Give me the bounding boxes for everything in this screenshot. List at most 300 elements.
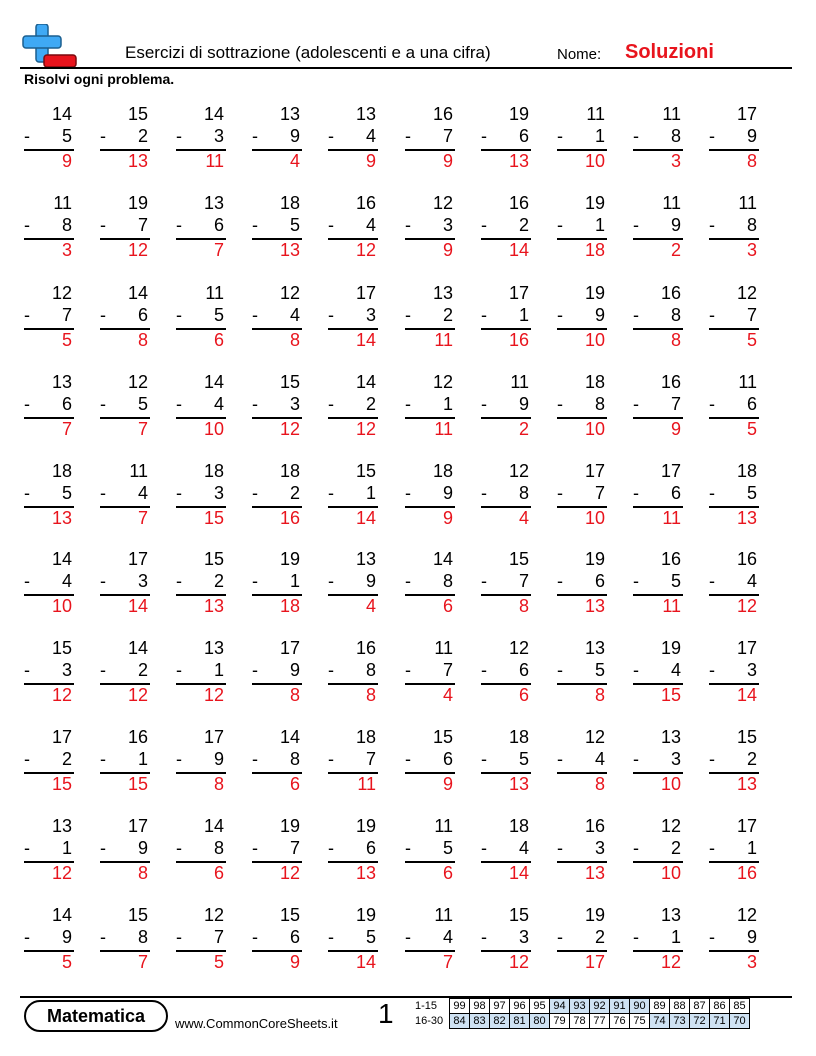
- problem: [328, 815, 378, 887]
- minus-sign: -: [176, 927, 182, 947]
- minuend: 14: [355, 372, 376, 392]
- answer: 7: [442, 952, 453, 972]
- problem: [709, 726, 759, 798]
- problem: [252, 460, 302, 532]
- minus-sign: -: [328, 838, 334, 858]
- minuend: 16: [584, 816, 605, 836]
- minus-sign: -: [328, 660, 334, 680]
- minuend: 11: [434, 638, 453, 658]
- answer: 15: [660, 685, 681, 705]
- minus-sign: -: [24, 749, 30, 769]
- problem: [633, 282, 683, 354]
- minuend: 12: [508, 638, 529, 658]
- problem: [252, 371, 302, 443]
- score-cell: 94: [550, 999, 570, 1014]
- minus-sign: -: [328, 571, 334, 591]
- answer: 6: [289, 774, 300, 794]
- minus-sign: -: [24, 215, 30, 235]
- score-cell: 72: [690, 1014, 710, 1029]
- minuend: 14: [203, 816, 224, 836]
- minus-sign: -: [557, 305, 563, 325]
- minuend: 12: [279, 283, 300, 303]
- minus-sign: -: [252, 927, 258, 947]
- answer: 12: [279, 863, 300, 883]
- minuend: 11: [662, 104, 681, 124]
- minus-sign: -: [557, 394, 563, 414]
- minuend: 11: [738, 372, 757, 392]
- problem: [24, 103, 74, 175]
- subtrahend: 3: [61, 660, 72, 680]
- answer: 7: [61, 419, 72, 439]
- minuend: 16: [736, 549, 757, 569]
- answer: 18: [584, 240, 605, 260]
- answer: 14: [355, 952, 376, 972]
- answer: 8: [518, 596, 529, 616]
- answer: 3: [746, 240, 757, 260]
- minuend: 17: [203, 727, 224, 747]
- minus-sign: -: [252, 126, 258, 146]
- subtrahend: 7: [61, 305, 72, 325]
- minuend: 19: [508, 104, 529, 124]
- minuend: 14: [203, 104, 224, 124]
- subtrahend: 7: [518, 571, 529, 591]
- answer: 10: [584, 330, 605, 350]
- score-table: [415, 998, 750, 1029]
- problem: [252, 548, 302, 620]
- problem: [100, 548, 150, 620]
- minus-sign: -: [633, 394, 639, 414]
- answer: 5: [746, 330, 757, 350]
- minus-sign: -: [405, 483, 411, 503]
- answer: 7: [137, 508, 148, 528]
- subtrahend: 3: [746, 660, 757, 680]
- minus-sign: -: [176, 571, 182, 591]
- minus-sign: -: [252, 838, 258, 858]
- minus-sign: -: [100, 305, 106, 325]
- subtrahend: 2: [594, 927, 605, 947]
- subtrahend: 8: [365, 660, 376, 680]
- answer: 12: [203, 685, 224, 705]
- problem: [633, 371, 683, 443]
- minus-sign: -: [557, 483, 563, 503]
- minuend: 13: [660, 727, 681, 747]
- subtrahend: 3: [442, 215, 453, 235]
- subtrahend: 4: [442, 927, 453, 947]
- minuend: 16: [660, 372, 681, 392]
- minus-sign: -: [24, 571, 30, 591]
- minuend: 18: [508, 816, 529, 836]
- problem: [176, 282, 226, 354]
- minuend: 18: [736, 461, 757, 481]
- subtrahend: 5: [61, 126, 72, 146]
- subtrahend: 6: [518, 126, 529, 146]
- problem: [176, 371, 226, 443]
- minus-sign: -: [328, 927, 334, 947]
- minus-sign: -: [176, 215, 182, 235]
- problem: [100, 282, 150, 354]
- problem: [252, 726, 302, 798]
- minus-sign: -: [176, 749, 182, 769]
- subtrahend: 4: [746, 571, 757, 591]
- minuend: 19: [279, 549, 300, 569]
- answer: 17: [584, 952, 605, 972]
- problem: [328, 192, 378, 264]
- answer: 10: [660, 774, 681, 794]
- minuend: 13: [203, 193, 224, 213]
- minuend: 12: [203, 905, 224, 925]
- answer: 6: [518, 685, 529, 705]
- problem: [481, 371, 531, 443]
- problem: [557, 460, 607, 532]
- minuend: 18: [51, 461, 72, 481]
- subtrahend: 8: [670, 126, 681, 146]
- subtrahend: 1: [289, 571, 300, 591]
- minus-sign: -: [481, 660, 487, 680]
- minuend: 15: [279, 905, 300, 925]
- minus-sign: -: [481, 483, 487, 503]
- answer: 13: [584, 596, 605, 616]
- problem: [405, 192, 455, 264]
- subtrahend: 5: [137, 394, 148, 414]
- problem: [328, 548, 378, 620]
- answer: 4: [365, 596, 376, 616]
- answer: 12: [660, 952, 681, 972]
- minuend: 12: [51, 283, 72, 303]
- answer: 9: [670, 419, 681, 439]
- problem: [252, 637, 302, 709]
- minuend: 15: [355, 461, 376, 481]
- minuend: 15: [279, 372, 300, 392]
- problem: [100, 192, 150, 264]
- subtrahend: 3: [594, 838, 605, 858]
- subtrahend: 3: [670, 749, 681, 769]
- subtrahend: 2: [61, 749, 72, 769]
- minus-sign: -: [481, 749, 487, 769]
- problem: [633, 460, 683, 532]
- score-cell: 89: [650, 999, 670, 1014]
- answer: 5: [61, 952, 72, 972]
- problem: [405, 904, 455, 976]
- minuend: 16: [432, 104, 453, 124]
- score-cell: 84: [450, 1014, 470, 1029]
- minus-sign: -: [405, 927, 411, 947]
- subtrahend: 6: [61, 394, 72, 414]
- score-cell: 97: [490, 999, 510, 1014]
- problem: [328, 282, 378, 354]
- subtrahend: 4: [61, 571, 72, 591]
- subtrahend: 2: [670, 838, 681, 858]
- minus-sign: -: [328, 483, 334, 503]
- answer: 13: [508, 774, 529, 794]
- minus-sign: -: [405, 571, 411, 591]
- minus-sign: -: [709, 215, 715, 235]
- answer: 11: [357, 774, 376, 794]
- answer: 8: [289, 330, 300, 350]
- answer: 8: [670, 330, 681, 350]
- answer: 12: [51, 685, 72, 705]
- minus-sign: -: [176, 660, 182, 680]
- minus-sign: -: [405, 660, 411, 680]
- minuend: 14: [203, 372, 224, 392]
- problem: [100, 815, 150, 887]
- problem: [709, 371, 759, 443]
- problem: [633, 815, 683, 887]
- answer: 12: [127, 240, 148, 260]
- minus-sign: -: [481, 215, 487, 235]
- score-cell: 85: [730, 999, 750, 1014]
- minuend: 17: [127, 816, 148, 836]
- answer: 3: [61, 240, 72, 260]
- answer: 7: [137, 419, 148, 439]
- minuend: 17: [584, 461, 605, 481]
- answer: 2: [670, 240, 681, 260]
- subtrahend: 2: [442, 305, 453, 325]
- score-cell: 77: [590, 1014, 610, 1029]
- score-cell: 79: [550, 1014, 570, 1029]
- minus-sign: -: [633, 215, 639, 235]
- minuend: 18: [508, 727, 529, 747]
- problem: [24, 192, 74, 264]
- answer: 14: [355, 330, 376, 350]
- answer: 8: [137, 863, 148, 883]
- problem: [176, 726, 226, 798]
- answer: 13: [584, 863, 605, 883]
- answer: 8: [213, 774, 224, 794]
- answer: 12: [355, 419, 376, 439]
- problem: [176, 815, 226, 887]
- minuend: 14: [127, 638, 148, 658]
- problem: [709, 460, 759, 532]
- answer: 5: [61, 330, 72, 350]
- minuend: 19: [279, 816, 300, 836]
- minuend: 13: [584, 638, 605, 658]
- score-cell: 87: [690, 999, 710, 1014]
- subtrahend: 8: [670, 305, 681, 325]
- answer: 12: [355, 240, 376, 260]
- problem: [252, 815, 302, 887]
- problem: [709, 103, 759, 175]
- problem: [24, 726, 74, 798]
- subtrahend: 4: [365, 126, 376, 146]
- minus-sign: -: [328, 394, 334, 414]
- minus-sign: -: [481, 927, 487, 947]
- subtrahend: 2: [365, 394, 376, 414]
- minuend: 11: [510, 372, 529, 392]
- answer: 12: [279, 419, 300, 439]
- subtrahend: 5: [289, 215, 300, 235]
- score-cell: 92: [590, 999, 610, 1014]
- subtrahend: 6: [289, 927, 300, 947]
- minus-sign: -: [176, 126, 182, 146]
- answer: 13: [127, 151, 148, 171]
- answer: 13: [508, 151, 529, 171]
- score-cell: 78: [570, 1014, 590, 1029]
- minus-sign: -: [252, 215, 258, 235]
- minuend: 19: [584, 905, 605, 925]
- problem: [176, 637, 226, 709]
- answer: 7: [213, 240, 224, 260]
- subtrahend: 1: [137, 749, 148, 769]
- minuend: 16: [508, 193, 529, 213]
- answer: 13: [203, 596, 224, 616]
- minus-sign: -: [557, 660, 563, 680]
- minuend: 11: [434, 816, 453, 836]
- answer: 16: [508, 330, 529, 350]
- answer: 13: [51, 508, 72, 528]
- minuend: 17: [508, 283, 529, 303]
- minuend: 15: [51, 638, 72, 658]
- problem: [481, 904, 531, 976]
- minus-sign: -: [252, 571, 258, 591]
- minus-sign: -: [633, 126, 639, 146]
- minus-sign: -: [481, 126, 487, 146]
- answer: 15: [51, 774, 72, 794]
- minus-sign: -: [24, 838, 30, 858]
- name-label: Nome:: [557, 46, 602, 63]
- subtrahend: 1: [518, 305, 529, 325]
- problem: [328, 726, 378, 798]
- subtrahend: 5: [365, 927, 376, 947]
- answer: 10: [660, 863, 681, 883]
- score-cell: 98: [470, 999, 490, 1014]
- subtrahend: 5: [594, 660, 605, 680]
- problem: [481, 815, 531, 887]
- minuend: 15: [127, 104, 148, 124]
- subtrahend: 9: [289, 660, 300, 680]
- minuend: 17: [127, 549, 148, 569]
- problem: [633, 904, 683, 976]
- problem: [481, 726, 531, 798]
- answer: 9: [289, 952, 300, 972]
- problem: [328, 637, 378, 709]
- problem: [24, 904, 74, 976]
- minuend: 18: [203, 461, 224, 481]
- minuend: 15: [203, 549, 224, 569]
- problem: [709, 282, 759, 354]
- minuend: 12: [660, 816, 681, 836]
- minus-sign: -: [709, 660, 715, 680]
- problem: [633, 726, 683, 798]
- minuend: 19: [355, 816, 376, 836]
- problem: [24, 548, 74, 620]
- answer: 3: [670, 151, 681, 171]
- problem: [252, 192, 302, 264]
- minus-sign: -: [633, 838, 639, 858]
- minuend: 14: [51, 549, 72, 569]
- minuend: 17: [660, 461, 681, 481]
- subtrahend: 9: [61, 927, 72, 947]
- subtrahend: 9: [746, 126, 757, 146]
- answer: 8: [365, 685, 376, 705]
- minus-sign: -: [481, 394, 487, 414]
- problem: [481, 548, 531, 620]
- minuend: 17: [736, 104, 757, 124]
- score-cell: 93: [570, 999, 590, 1014]
- answer: 9: [61, 151, 72, 171]
- problem: [252, 103, 302, 175]
- minus-sign: -: [252, 394, 258, 414]
- subtrahend: 6: [365, 838, 376, 858]
- subtrahend: 3: [365, 305, 376, 325]
- minus-sign: -: [252, 483, 258, 503]
- minuend: 13: [51, 816, 72, 836]
- problem: [633, 192, 683, 264]
- answer: 8: [594, 774, 605, 794]
- minuend: 15: [432, 727, 453, 747]
- minuend: 15: [508, 549, 529, 569]
- subtrahend: 6: [442, 749, 453, 769]
- minus-sign: -: [709, 126, 715, 146]
- subtrahend: 4: [518, 838, 529, 858]
- minuend: 13: [355, 549, 376, 569]
- problem: [176, 548, 226, 620]
- minus-sign: -: [709, 305, 715, 325]
- minuend: 16: [355, 193, 376, 213]
- score-cell: 80: [530, 1014, 550, 1029]
- minuend: 11: [586, 104, 605, 124]
- minus-sign: -: [24, 305, 30, 325]
- minuend: 13: [279, 104, 300, 124]
- problem: [709, 192, 759, 264]
- score-cell: 71: [710, 1014, 730, 1029]
- answer: 11: [662, 508, 681, 528]
- subtrahend: 7: [746, 305, 757, 325]
- subtrahend: 8: [746, 215, 757, 235]
- answer: 10: [584, 151, 605, 171]
- minuend: 12: [127, 372, 148, 392]
- answer: 12: [127, 685, 148, 705]
- score-cell: 75: [630, 1014, 650, 1029]
- subtrahend: 9: [289, 126, 300, 146]
- problem: [557, 548, 607, 620]
- answer: 11: [434, 419, 453, 439]
- problem: [481, 637, 531, 709]
- problem: [24, 282, 74, 354]
- minuend: 17: [736, 816, 757, 836]
- minus-sign: -: [252, 660, 258, 680]
- subtrahend: 7: [289, 838, 300, 858]
- problem: [557, 726, 607, 798]
- minus-sign: -: [24, 483, 30, 503]
- minus-sign: -: [481, 838, 487, 858]
- answer: 4: [518, 508, 529, 528]
- problem: [100, 371, 150, 443]
- minus-sign: -: [405, 749, 411, 769]
- problem: [405, 548, 455, 620]
- problem: [24, 815, 74, 887]
- subtrahend: 8: [61, 215, 72, 235]
- answer: 12: [736, 596, 757, 616]
- minus-sign: -: [709, 838, 715, 858]
- score-cell: 88: [670, 999, 690, 1014]
- subtrahend: 4: [289, 305, 300, 325]
- problem: [100, 460, 150, 532]
- answer: 14: [127, 596, 148, 616]
- subtrahend: 1: [365, 483, 376, 503]
- minuend: 19: [584, 283, 605, 303]
- answer: 8: [746, 151, 757, 171]
- subtrahend: 2: [746, 749, 757, 769]
- minuend: 11: [662, 193, 681, 213]
- problem: [709, 904, 759, 976]
- minuend: 13: [355, 104, 376, 124]
- subtrahend: 9: [137, 838, 148, 858]
- minuend: 17: [51, 727, 72, 747]
- problem: [405, 460, 455, 532]
- answer: 10: [584, 419, 605, 439]
- problem: [481, 192, 531, 264]
- subtrahend: 8: [594, 394, 605, 414]
